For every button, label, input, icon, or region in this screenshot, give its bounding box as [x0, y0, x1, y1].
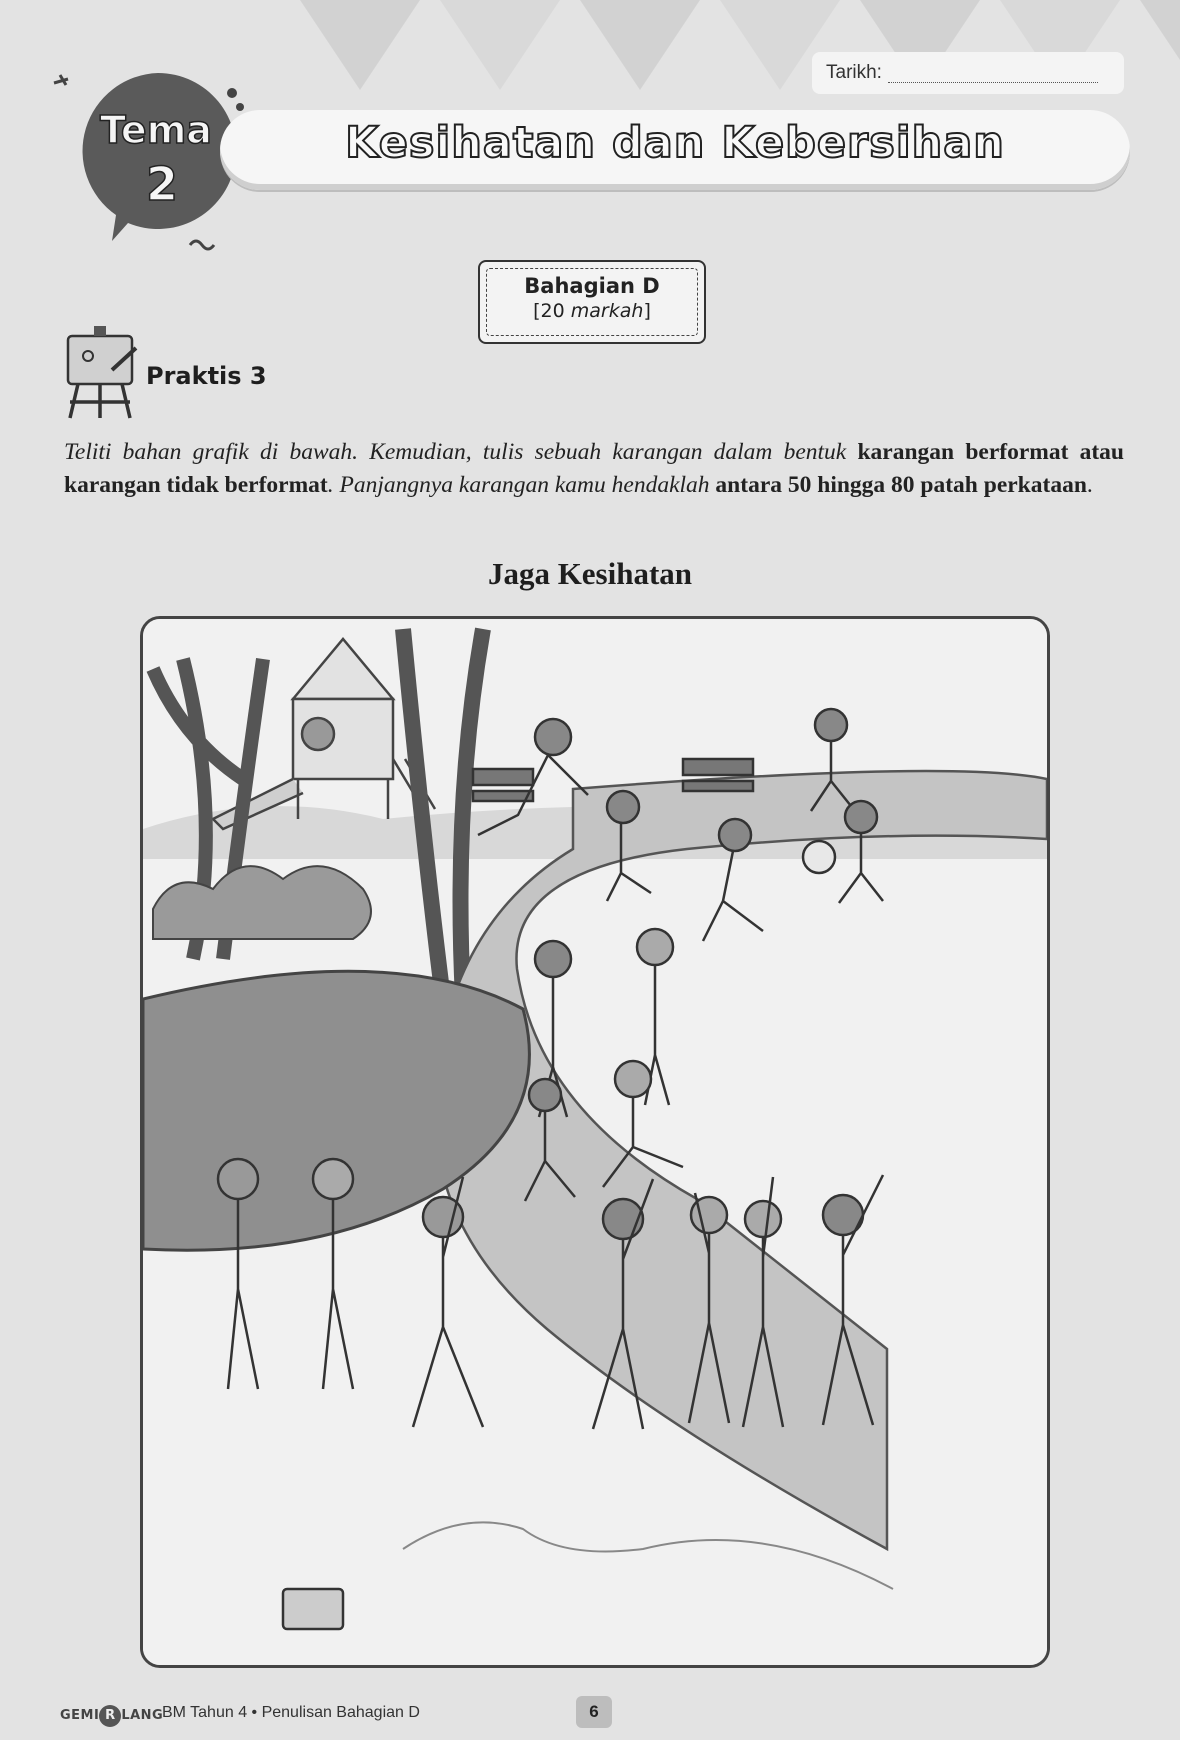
theme-number: 2 — [145, 157, 179, 211]
practice-label: Praktis 3 — [146, 362, 267, 390]
park-illustration — [140, 616, 1050, 1668]
page-title: Kesihatan dan Kebersihan — [345, 118, 1005, 168]
page-number: 6 — [576, 1696, 612, 1728]
marks-prefix: [20 — [533, 300, 571, 322]
section-title: Bahagian D — [524, 274, 660, 298]
brand-pre: GEMI — [60, 1708, 100, 1723]
easel-icon — [64, 322, 144, 422]
theme-word: Tema — [100, 108, 212, 152]
picture-title: Jaga Kesihatan — [487, 556, 693, 591]
footer-text: BM Tahun 4 • Penulisan Bahagian D — [162, 1704, 420, 1721]
instruction-part-5: . — [1086, 472, 1093, 498]
marks-suffix: ] — [643, 300, 651, 322]
instruction-part-2: karangan berformat atau karangan tidak berformat — [64, 439, 1125, 498]
radio-speaker — [283, 1589, 343, 1629]
section-box — [478, 260, 706, 344]
publisher-logo — [60, 1705, 163, 1727]
instruction-part-3: . Panjangnya karangan kamu hendaklah — [327, 472, 710, 498]
marks-word: markah — [570, 300, 644, 322]
instructions-paragraph — [64, 436, 1124, 502]
date-field[interactable] — [812, 52, 1124, 94]
date-input-line[interactable] — [888, 64, 1098, 83]
section-marks — [480, 300, 704, 322]
date-label: Tarikh: — [826, 62, 882, 83]
brand-post: LANG — [121, 1708, 164, 1723]
instruction-part-4: antara 50 hingga 80 patah perkataan — [715, 472, 1087, 498]
instruction-part-1: Teliti bahan grafik di bawah. Kemudian, tulis sebuah karangan dalam bentuk — [64, 439, 847, 465]
brand-initial: R — [99, 1705, 121, 1727]
